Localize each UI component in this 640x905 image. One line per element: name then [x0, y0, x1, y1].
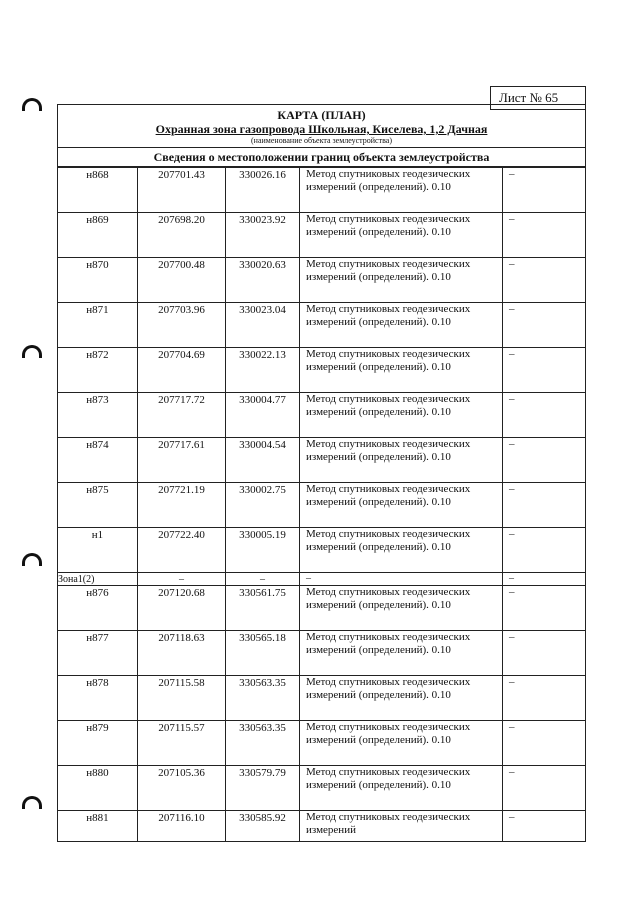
object-name: Охранная зона газопровода Школьная, Киселева, 1,2 Дачная [155, 122, 488, 136]
point-name-cell: н870 [58, 258, 138, 303]
note-cell: – [503, 573, 586, 586]
point-name-cell: н869 [58, 213, 138, 258]
x-coordinate-cell: 207115.57 [138, 721, 226, 766]
note-cell: – [503, 766, 586, 811]
y-coordinate-cell: 330579.79 [226, 766, 300, 811]
method-cell: Метод спутниковых геодезических измерений (определений). 0.10 [300, 766, 503, 811]
binder-hole-mark [22, 796, 42, 809]
y-coordinate-cell: 330002.75 [226, 483, 300, 528]
y-coordinate-cell: 330005.19 [226, 528, 300, 573]
note-cell: – [503, 528, 586, 573]
y-coordinate-cell: 330004.77 [226, 393, 300, 438]
point-name-cell: н871 [58, 303, 138, 348]
point-name-cell: н874 [58, 438, 138, 483]
method-cell: Метод спутниковых геодезических измерений (определений). 0.10 [300, 631, 503, 676]
document-title: КАРТА (ПЛАН) [277, 108, 366, 122]
document-frame [57, 104, 586, 842]
x-coordinate-cell: 207701.43 [138, 168, 226, 213]
x-coordinate-cell: 207717.72 [138, 393, 226, 438]
table-row [58, 528, 585, 573]
table-row [58, 811, 585, 842]
point-name-cell: н877 [58, 631, 138, 676]
table-row [58, 766, 585, 811]
x-coordinate-cell: 207698.20 [138, 213, 226, 258]
point-name-cell: н872 [58, 348, 138, 393]
note-cell: – [503, 303, 586, 348]
y-coordinate-cell: 330561.75 [226, 586, 300, 631]
table-row [58, 348, 585, 393]
x-coordinate-cell: – [138, 573, 226, 586]
point-name-cell: н881 [58, 811, 138, 842]
y-coordinate-cell: 330023.04 [226, 303, 300, 348]
x-coordinate-cell: 207700.48 [138, 258, 226, 303]
note-cell: – [503, 631, 586, 676]
sheet-number: Лист № 65 [490, 86, 586, 110]
note-cell: – [503, 168, 586, 213]
x-coordinate-cell: 207118.63 [138, 631, 226, 676]
point-name-cell: н873 [58, 393, 138, 438]
note-cell: – [503, 721, 586, 766]
x-coordinate-cell: 207120.68 [138, 586, 226, 631]
point-name-cell: Зона1(2) [58, 573, 138, 586]
document-header [58, 105, 585, 148]
coordinates-table [58, 167, 585, 842]
table-row [58, 168, 585, 213]
binder-hole-mark [22, 98, 42, 111]
table-row [58, 438, 585, 483]
note-cell: – [503, 438, 586, 483]
table-row [58, 258, 585, 303]
table-row [58, 586, 585, 631]
y-coordinate-cell: 330585.92 [226, 811, 300, 842]
table-row [58, 393, 585, 438]
method-cell: Метод спутниковых геодезических измерений (определений). 0.10 [300, 721, 503, 766]
method-cell: Метод спутниковых геодезических измерений (определений). 0.10 [300, 438, 503, 483]
point-name-cell: н876 [58, 586, 138, 631]
binder-hole-mark [22, 553, 42, 566]
point-name-cell: н879 [58, 721, 138, 766]
x-coordinate-cell: 207703.96 [138, 303, 226, 348]
y-coordinate-cell: 330023.92 [226, 213, 300, 258]
table-row [58, 631, 585, 676]
method-cell: Метод спутниковых геодезических измерений (определений). 0.10 [300, 483, 503, 528]
point-name-cell: н1 [58, 528, 138, 573]
table-row [58, 483, 585, 528]
y-coordinate-cell: 330004.54 [226, 438, 300, 483]
note-cell: – [503, 586, 586, 631]
table-row [58, 573, 585, 586]
method-cell: Метод спутниковых геодезических измерений (определений). 0.10 [300, 348, 503, 393]
note-cell: – [503, 811, 586, 842]
point-name-cell: н875 [58, 483, 138, 528]
x-coordinate-cell: 207722.40 [138, 528, 226, 573]
y-coordinate-cell: 330565.18 [226, 631, 300, 676]
note-cell: – [503, 393, 586, 438]
y-coordinate-cell: 330022.13 [226, 348, 300, 393]
object-name-caption: (наименование объекта землеустройства) [251, 136, 392, 145]
method-cell: Метод спутниковых геодезических измерений (определений). 0.10 [300, 258, 503, 303]
method-cell: Метод спутниковых геодезических измерений (определений). 0.10 [300, 393, 503, 438]
method-cell: Метод спутниковых геодезических измерений (определений). 0.10 [300, 168, 503, 213]
y-coordinate-cell: 330026.16 [226, 168, 300, 213]
method-cell: Метод спутниковых геодезических измерений (определений). 0.10 [300, 676, 503, 721]
note-cell: – [503, 348, 586, 393]
binder-hole-mark [22, 345, 42, 358]
y-coordinate-cell: – [226, 573, 300, 586]
x-coordinate-cell: 207115.58 [138, 676, 226, 721]
method-cell: Метод спутниковых геодезических измерений (определений). 0.10 [300, 528, 503, 573]
method-cell: Метод спутниковых геодезических измерений (определений). 0.10 [300, 586, 503, 631]
point-name-cell: н878 [58, 676, 138, 721]
x-coordinate-cell: 207717.61 [138, 438, 226, 483]
y-coordinate-cell: 330563.35 [226, 721, 300, 766]
y-coordinate-cell: 330563.35 [226, 676, 300, 721]
x-coordinate-cell: 207721.19 [138, 483, 226, 528]
table-row [58, 303, 585, 348]
method-cell: Метод спутниковых геодезических измерений (определений). 0.10 [300, 213, 503, 258]
note-cell: – [503, 213, 586, 258]
table-row [58, 721, 585, 766]
x-coordinate-cell: 207116.10 [138, 811, 226, 842]
note-cell: – [503, 483, 586, 528]
table-row [58, 213, 585, 258]
x-coordinate-cell: 207105.36 [138, 766, 226, 811]
point-name-cell: н868 [58, 168, 138, 213]
table-row [58, 676, 585, 721]
x-coordinate-cell: 207704.69 [138, 348, 226, 393]
y-coordinate-cell: 330020.63 [226, 258, 300, 303]
method-cell: Метод спутниковых геодезических измерений (определений). 0.10 [300, 303, 503, 348]
section-title: Сведения о местоположении границ объекта землеустройства [58, 148, 585, 167]
note-cell: – [503, 258, 586, 303]
method-cell: Метод спутниковых геодезических измерений [300, 811, 503, 842]
point-name-cell: н880 [58, 766, 138, 811]
method-cell: – [300, 573, 503, 586]
note-cell: – [503, 676, 586, 721]
